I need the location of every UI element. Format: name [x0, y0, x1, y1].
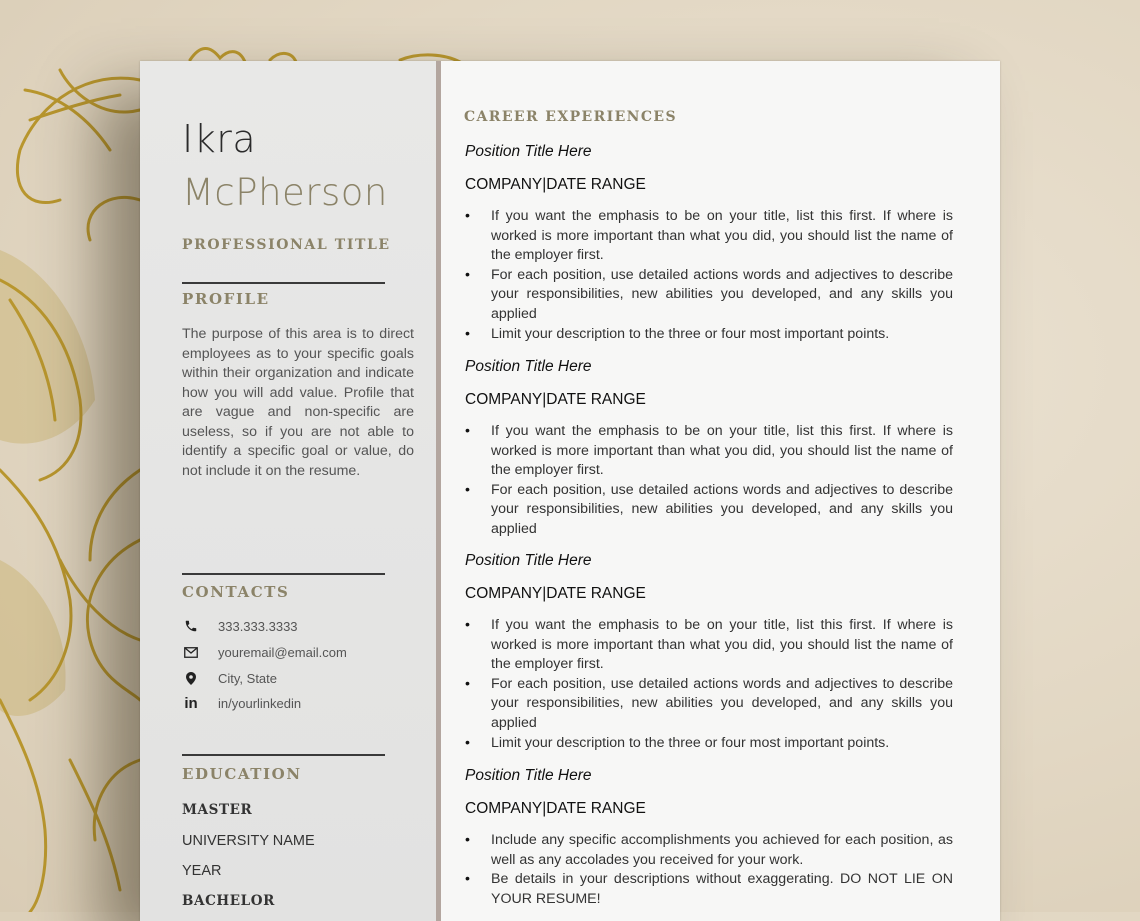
- education-year: YEAR: [182, 863, 222, 879]
- job-entry-4: [465, 767, 953, 909]
- company-date: COMPANY|DATE RANGE: [465, 391, 646, 408]
- position-title: Position Title Here: [465, 143, 592, 160]
- contact-linkedin: [182, 693, 301, 713]
- company-date: COMPANY|DATE RANGE: [465, 585, 646, 602]
- envelope-icon: [182, 644, 200, 660]
- job-bullets: [465, 616, 953, 753]
- contact-email: [182, 642, 347, 662]
- university-name: UNIVERSITY NAME: [182, 833, 315, 849]
- linkedin-text: in/yourlinkedin: [218, 695, 302, 711]
- profile-rule: [182, 282, 385, 284]
- job-entry-2: [465, 358, 953, 540]
- professional-title: PROFESSIONAL TITLE: [182, 237, 391, 253]
- job-bullets: [465, 207, 953, 344]
- bullet-item: • For each position, use detailed actions words and adjectives to describe your responsibilities, new abilities you developed, and any skills you applied: [465, 675, 953, 734]
- main-content: [441, 61, 1000, 921]
- map-pin-icon: [182, 670, 200, 686]
- position-title: Position Title Here: [465, 358, 592, 375]
- job-entry-3: [465, 552, 953, 753]
- contacts-rule: [182, 573, 385, 575]
- job-entry-1: [465, 143, 953, 344]
- bullet-item: • Limit your description to the three or four most important points.: [465, 734, 953, 754]
- location-text: City, State: [218, 670, 278, 686]
- contacts-heading: CONTACTS: [182, 583, 290, 601]
- contact-phone: [182, 616, 298, 636]
- bullet-item: • Be details in your descriptions without exaggerating. DO NOT LIE ON YOUR RESUME!: [465, 870, 953, 909]
- bullet-item: • For each position, use detailed actions words and adjectives to describe your responsibilities, new abilities you developed, and any skills you applied: [465, 481, 953, 540]
- profile-text: The purpose of this area is to direct employees as to your specific goals within their organization and indicate how you will add value. Profile that are vague and non-specific are useless, so if you are not able to identify a specific goal or value, do not include it on the resume.: [182, 326, 414, 479]
- position-title: Position Title Here: [465, 552, 592, 569]
- bullet-item: • If you want the emphasis to be on your title, list this first. If where is worked is more important than what you did, you should list the name of the employer first.: [465, 422, 953, 481]
- bullet-item: • If you want the emphasis to be on your title, list this first. If where is worked is more important than what you did, you should list the name of the employer first.: [465, 616, 953, 675]
- bullet-item: • If you want the emphasis to be on your title, list this first. If where is worked is more important than what you did, you should list the name of the employer first.: [465, 207, 953, 266]
- bullet-item: • Limit your description to the three or four most important points.: [465, 325, 953, 345]
- degree-bachelor: BACHELOR: [182, 893, 275, 909]
- bullet-item: • Include any specific accomplishments you achieved for each position, as well as any accolades you received for your work.: [465, 831, 953, 870]
- company-date: COMPANY|DATE RANGE: [465, 176, 646, 193]
- bullet-item: • For each position, use detailed actions words and adjectives to describe your responsibilities, new abilities you developed, and any skills you applied: [465, 266, 953, 325]
- job-bullets: [465, 422, 953, 540]
- career-heading: CAREER EXPERIENCES: [464, 109, 677, 125]
- last-name: McPherson: [182, 171, 388, 214]
- position-title: Position Title Here: [465, 767, 592, 784]
- phone-icon: [182, 618, 200, 634]
- profile-heading: PROFILE: [182, 290, 270, 308]
- degree-master: MASTER: [182, 802, 253, 818]
- email-text: youremail@email.com: [218, 644, 347, 660]
- contact-location: [182, 668, 277, 688]
- left-sidebar: [140, 61, 436, 921]
- education-rule: [182, 754, 385, 756]
- company-date: COMPANY|DATE RANGE: [465, 800, 646, 817]
- job-bullets: [465, 831, 953, 909]
- phone-text: 333.333.3333: [218, 618, 298, 634]
- first-name: Ikra: [182, 117, 257, 161]
- linkedin-icon: in: [184, 694, 198, 712]
- education-heading: EDUCATION: [182, 765, 302, 783]
- resume-page: [140, 61, 1000, 921]
